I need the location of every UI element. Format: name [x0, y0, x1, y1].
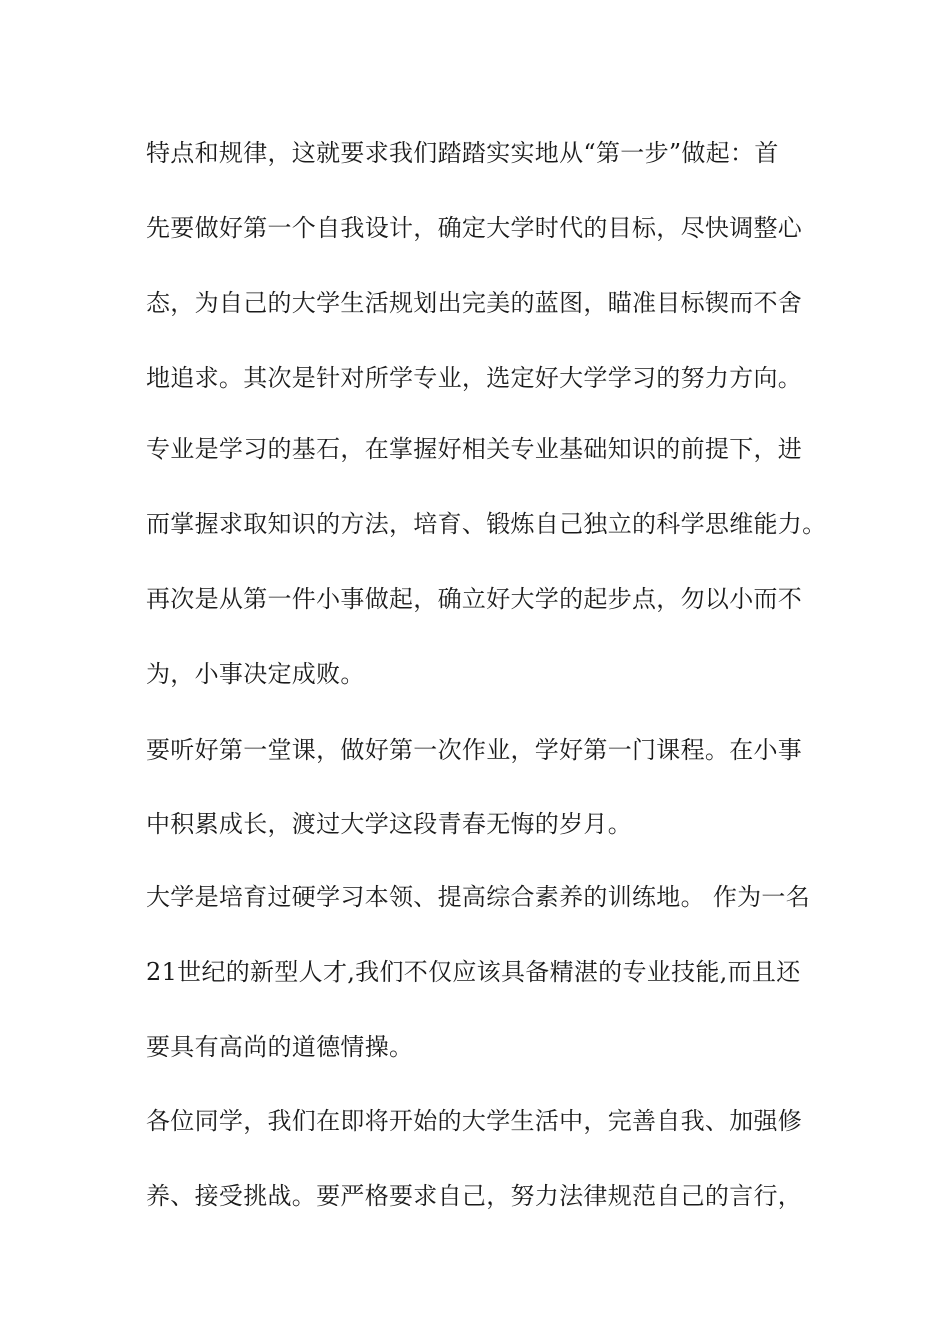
text-line: 再次是从第一件小事做起，确立好大学的起步点，勿以小而不	[146, 585, 803, 613]
text-line: 要具有高尚的道德情操。	[146, 1033, 414, 1061]
text-line: 先要做好第一个自我设计，确定大学时代的目标，尽快调整心	[146, 214, 803, 242]
text-line: 专业是学习的基石，在掌握好相关专业基础知识的前提下，进	[146, 435, 803, 463]
text-line: 中积累成长，渡过大学这段青春无悔的岁月。	[146, 810, 632, 838]
text-line: 21世纪的新型人才,我们不仅应该具备精湛的专业技能,而且还	[146, 958, 801, 986]
text-line: 而掌握求取知识的方法，培育、锻炼自己独立的科学思维能力。	[146, 510, 827, 538]
text-line: 特点和规律，这就要求我们踏踏实实地从“第一步”做起：首	[146, 139, 779, 167]
text-line: 要听好第一堂课，做好第一次作业，学好第一门课程。在小事	[146, 736, 803, 764]
text-line: 养、接受挑战。要严格要求自己，努力法律规范自己的言行，	[146, 1182, 803, 1210]
text-line: 态，为自己的大学生活规划出完美的蓝图，瞄准目标锲而不舍	[146, 289, 803, 317]
text-line: 为，小事决定成败。	[146, 660, 365, 688]
text-line: 大学是培育过硬学习本领、提高综合素养的训练地。 作为一名	[146, 883, 811, 911]
text-line: 各位同学，我们在即将开始的大学生活中，完善自我、加强修	[146, 1107, 803, 1135]
text-line: 地追求。其次是针对所学专业，选定好大学学习的努力方向。	[146, 364, 803, 392]
